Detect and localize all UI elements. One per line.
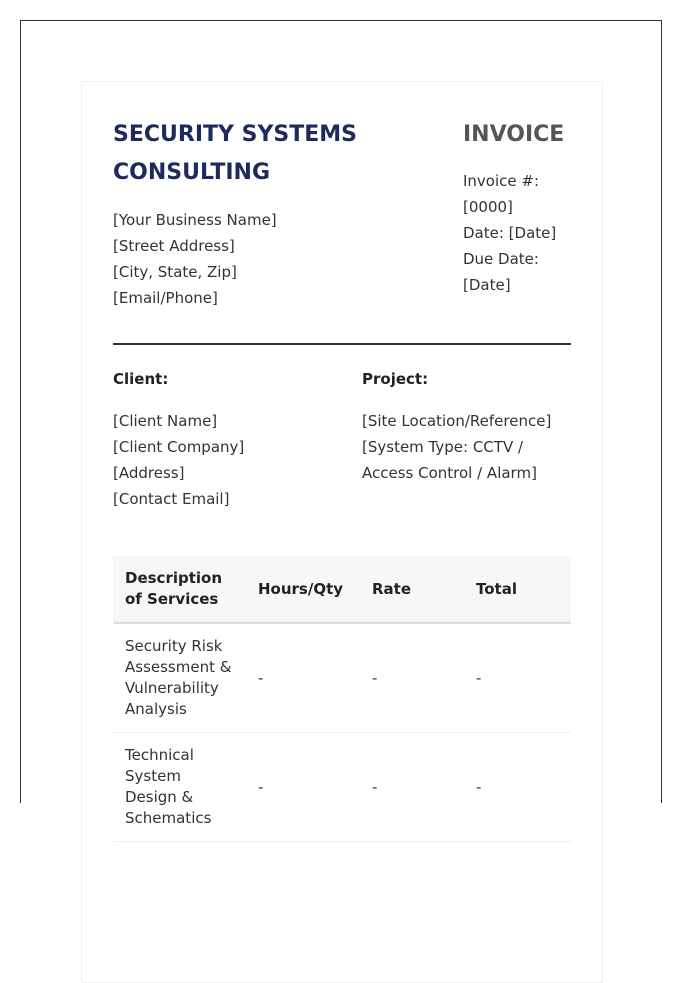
invoice-title: INVOICE <box>463 122 565 147</box>
row-rate: - <box>360 733 464 842</box>
business-name: [Your Business Name] <box>113 211 277 229</box>
client-company: [Client Company] <box>113 438 245 456</box>
document-viewport <box>20 20 662 827</box>
row-description: Technical System Design & Schematics <box>113 733 246 842</box>
project-site: [Site Location/Reference] <box>362 412 552 430</box>
business-contact: [Email/Phone] <box>113 289 218 307</box>
row-description: Security Risk Assessment & Vulnerability Analysis <box>113 623 246 733</box>
row-qty: - <box>246 733 360 842</box>
header-divider <box>113 343 571 345</box>
row-total: - <box>464 623 571 733</box>
client-details <box>113 408 244 512</box>
invoice-sheet <box>81 81 603 983</box>
table-row <box>113 623 571 733</box>
table-row <box>113 733 571 842</box>
row-total: - <box>464 733 571 842</box>
project-heading: Project: <box>362 370 429 388</box>
company-name-line-1: SECURITY SYSTEMS <box>113 122 357 147</box>
business-street: [Street Address] <box>113 237 235 255</box>
invoice-due-label: Due Date: <box>463 250 539 268</box>
project-details <box>362 408 574 486</box>
row-qty: - <box>246 623 360 733</box>
invoice-number-value: [0000] <box>463 198 513 216</box>
invoice-number-label: Invoice #: <box>463 172 540 190</box>
client-address: [Address] <box>113 464 185 482</box>
header-description: Description of Services <box>113 556 246 623</box>
company-name <box>113 116 373 192</box>
client-name: [Client Name] <box>113 412 218 430</box>
business-address-block <box>113 207 277 311</box>
invoice-meta-block <box>463 168 573 298</box>
row-rate: - <box>360 623 464 733</box>
business-city: [City, State, Zip] <box>113 263 237 281</box>
header-rate: Rate <box>360 556 464 623</box>
company-name-line-2: CONSULTING <box>113 160 271 185</box>
client-heading: Client: <box>113 370 169 388</box>
client-email: [Contact Email] <box>113 490 230 508</box>
invoice-date: Date: [Date] <box>463 224 557 242</box>
header-total: Total <box>464 556 571 623</box>
project-system-type: [System Type: CCTV / Access Control / Alarm] <box>362 438 537 482</box>
invoice-due-value: [Date] <box>463 276 511 294</box>
header-hours-qty: Hours/Qty <box>246 556 360 623</box>
services-table <box>113 556 571 842</box>
services-table-header-row <box>113 556 571 623</box>
